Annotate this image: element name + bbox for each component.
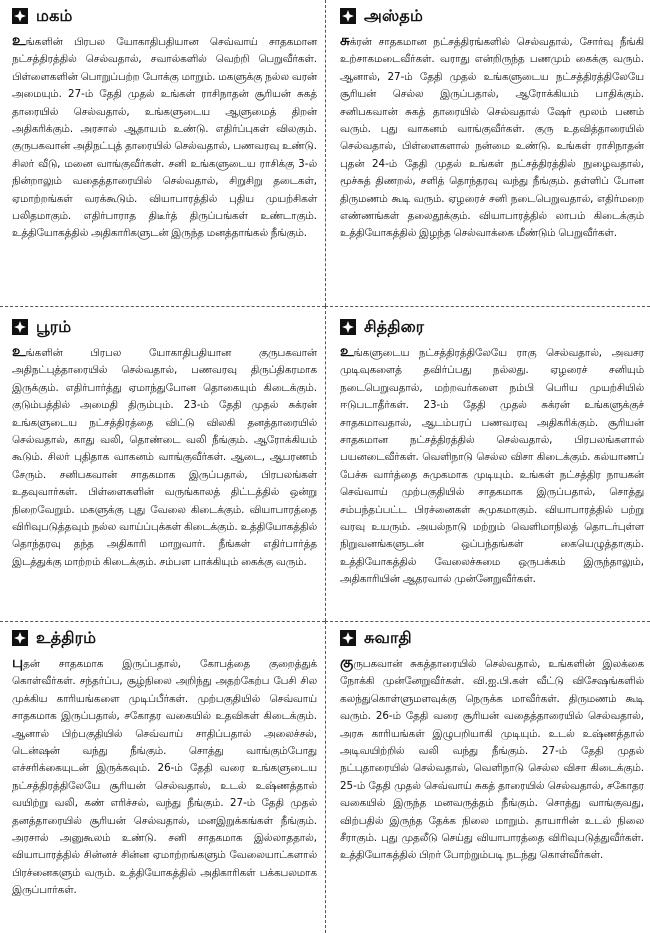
section-body [340,342,644,589]
drop-cap: பு [12,653,24,671]
section-title: மகம் [36,5,73,25]
section-body [340,653,644,865]
drop-cap: சு [340,31,350,49]
section-pooram [0,306,325,621]
star-bullet-icon [340,319,356,335]
section-body [340,31,644,243]
star-bullet-icon [12,319,28,335]
section-text: தன் சாதகமாக இருப்பதால், கோபத்தை குறைத்துக் கொள்வீர்கள். சந்தர்ப்ப, சூழ்நிலை அறிந்து அதற்கேற்ப பேசி சில முக்கிய காரியங்களை முடிப்பீர்கள். முற்பகுதியில் செவ்வாய் சாதகமாக இருப்பதால், சகோதர வகையில் உதவிகள் கிடைக்கும். ஆனால் பிற்பகுதியில் செவ்வாய் சாதிப்பதால் அலைச்சல், டென்ஷன் வந்து நீங்கும். சொத்து வாங்கும்போது எச்சரிக்கையுடன் இருக்கவும். 26-ம் தேதி வரை உங்களுடைய நட்சத்திரத்திலேயே சூரியன் செல்வதால், உடல் உஷ்ணத்தால் வயிற்று வலி, கண் எரிச்சல், வந்து நீங்கும். 27-ம் தேதி முதல் தனத்தாரையில் சூரியன் செல்வதால், மனஇறுக்கங்கள் நீங்கும். அரசால் அனுகூலம் உண்டு. சனி சாதகமாக இல்லாததால், வியாபாரத்தில் சின்னச் சின்ன ஏமாற்றங்களும் வேலையாட்களால் பிரச்னைகளும் வரும். உத்தியோகத்தில் அதிகாரிகள் பக்கபலமாக இருப்பார்கள். [12,658,317,897]
section-chithirai [325,306,650,621]
star-bullet-icon [340,630,356,646]
star-bullet-icon [12,8,28,24]
section-magam [0,0,325,306]
section-header [340,626,644,650]
section-body [12,342,317,571]
section-text: ங்களுடைய நட்சத்திரத்திலேயே ராகு செல்வதால், அவசர முடிவுகளைத் தவிர்ப்பது நல்லது. ஏழரைச் சனியும் நடைபெறுவதால், மற்றவர்களை நம்பி பெரிய முயற்சியில் ஈடுபடாதீர்கள். 23-ம் தேதி முதல் சுக்ரன் உங்களுக்குச் சாதகமாவதால், ஆடம்பரப் பணவரவு அதிகரிக்கும். சூரியன் சாதகமான நட்சத்திரத்தில் செல்வதால், பிரபலங்களால் பயனடைவீர்கள். வெளிநாடு செல்ல விசா கிடைக்கும். கல்யாணப் பேச்சு வார்த்தை சுமுகமாக முடியும். உங்கள் நட்சத்திர நாயகன் செவ்வாய் முற்பகுதியில் சாதகமாக இருப்பதால், சொத்து சம்பந்தப்பட்ட பிரச்னைகள் சுமுகமாகும். வியாபாரத்தில் பற்று வரவு உயரும். அயல்நாடு மற்றும் வெளிமாநிலத் தொடர்புள்ள நிறுவனங்களுடன் ஒப்பந்தங்கள் கையெழுத்தாகும். உத்தியோகத்தில் வேலைச்சுமை ஒருபக்கம் இருந்தாலும், அதிகாரியின் ஆதரவால் முன்னேறுவீர்கள். [340,347,644,586]
section-header [12,315,317,339]
section-title: அஸ்தம் [364,5,424,25]
drop-cap: உ [12,342,26,360]
section-body [12,653,317,900]
section-title: சித்திரை [364,316,425,336]
section-header [12,4,317,28]
section-text: க்ரன் சாதகமான நட்சத்திரங்களில் செல்வதால், சோர்வு நீங்கி உற்சாகமடைவீர்கள். வராது என்றிருந்த பணமும் கைக்கு வரும். ஆனால், 27-ம் தேதி முதல் உங்களுடைய நட்சத்திரத்திலேயே சூரியன் செல்ல இருப்பதால், ஆரோக்கியம் பாதிக்கும். சனிபகவான் சுகத் தாரையில் செல்வதால் ஷேர் மூலம் பணம் வரும். புது வாகனம் வாங்குவீர்கள். குரு உதவித்தாரையில் செல்வதால், பிள்ளைகளால் நன்மை உண்டு. உங்கள் ராசிநாதன் புதன் 24-ம் தேதி முதல் உங்கள் நட்சத்திரத்தில் நுழைவதால், மூச்சுத் திணறல், சளித் தொந்தரவு வந்து நீங்கும். தள்ளிப் போன திருமணம் கூடி வரும். ஏழரைச் சனி நடைபெறுவதால், எதிர்மறை எண்ணங்கள் தலைதூக்கும். வியாபாரத்தில் லாபம் கிடைக்கும் உத்தியோகத்தில் இழந்த செல்வாக்கை மீண்டும் பெறுவீர்கள். [340,36,644,240]
section-title: உத்திரம் [36,627,97,647]
section-text: ங்களின் பிரபல யோகாதிபதியான செவ்வாய் சாதகமான நட்சத்திரத்தில் செல்வதால், சவால்களில் வெற்றி பெறுவீர்கள். பிள்ளைகளின் பொறுப்பற்ற போக்கு மாறும். மகளுக்கு நல்ல வரன் அமையும். 27-ம் தேதி முதல் உங்கள் ராசிநாதன் சூரியன் சுகத் தாரையில் செல்வதால், உங்களுடைய ஆளுமைத் திறன் அதிகரிக்கும். அரசால் ஆதாயம் உண்டு. எதிர்ப்புகள் விலகும். குருபகவான் அதிநட்புத் தாரையில் செல்வதால், பணவரவு உண்டு. சிலர் வீடு, மனை வாங்குவீர்கள். சனி உங்களுடைய ராசிக்கு 3-ல் நின்றாலும் வதைத்தாரையில் செல்வதால், சிறுசிறு தடைகள், ஏமாற்றங்கள் வரக்கூடும். வியாபாரத்தில் புதிய முயற்சிகள் பலிதமாகும். எதிர்பாராத திடீர்த் திருப்பங்கள் உண்டாகும். உத்தியோகத்தில் அதிகாரிகளுடன் இருந்த மனத்தாங்கல் நீங்கும். [12,36,317,240]
section-title: சுவாதி [364,627,412,647]
section-header [12,626,317,650]
star-bullet-icon [12,630,28,646]
drop-cap: உ [12,31,26,49]
drop-cap: கு [340,653,354,671]
section-swathi [325,621,650,933]
section-title: பூரம் [36,316,72,336]
section-astham [325,0,650,306]
section-header [340,315,644,339]
drop-cap: உ [340,342,354,360]
section-text: ங்களின் பிரபல யோகாதிபதியான குருபகவான் அதிநட்புத்தாரையில் செல்வதால், பணவரவு திருப்திகரமாக இருக்கும். எதிர்பார்த்து ஏமாந்துபோன தொகையும் கிடைக்கும். குடும்பத்தில் அமைதி திரும்பும். 23-ம் தேதி முதல் சுக்ரன் உங்களுடைய நட்சத்திரத்தை விட்டு விலகி தனத்தாரையில் செல்வதால், காது வலி, தொண்டை வலி நீங்கும். ஆரோக்கியம் கூடும். சிலர் புதிதாக வாகனம் வாங்குவீர்கள். ஆடை, ஆபரணம் சேரும். சனிபகவான் சாதகமாக இருப்பதால், பிரபலங்கள் உதவுவார்கள். பிள்ளைகளின் வருங்காலத் திட்டத்தில் ஒன்று நிறைவேறும். மகளுக்கு புது வேலை கிடைக்கும். வியாபாரத்தை விரிவுபடுத்தவும் நல்ல வாய்ப்புக்கள் கிடைக்கும். உத்தியோகத்தில் தொந்தரவு தந்த அதிகாரி மாறுவார். நீங்கள் எதிர்பார்த்த இடத்துக்கு மாற்றம் கிடைக்கும். சம்பள பாக்கியும் கைக்கு வரும். [12,347,317,568]
section-header [340,4,644,28]
section-text: ருபகவான் சுகத்தாரையில் செல்வதால், உங்களின் இலக்கை நோக்கி முன்னேறுவீர்கள். வி.ஐ.பி.கள் வீட்டு விசேஷங்களில் கலந்துகொள்ளுமளவுக்கு நெருக்க மாவீர்கள். திருமணம் கூடி வரும். 26-ம் தேதி வரை சூரியன் வதைத்தாரையில் செல்வதால், அரசு காரியங்கள் இழுபறியாகி முடியும். உடல் உஷ்ணத்தால் அடிவயிற்றில் வலி வந்து நீங்கும். 27-ம் தேதி முதல் நட்புதாரையில் செல்வதால், வெளிநாடு செல்ல விசா கிடைக்கும். 25-ம் தேதி முதல் செவ்வாய் சுகத் தாரையில் செல்வதால், சகோதர வகையில் இருந்த மனவருத்தம் நீங்கும். சொத்து வாங்குவது, விற்பதில் இருந்த தேக்க நிலை மாறும். தாயாரின் உடல் நிலை சீராகும். புது முதலீடு செய்து வியாபாரத்தை விரிவுபடுத்துவீர்கள். உத்தியோகத்தில் பிறர் போற்றும்படி நடந்து கொள்வீர்கள். [340,658,644,862]
section-uthiram [0,621,325,933]
star-bullet-icon [340,8,356,24]
section-body [12,31,317,243]
